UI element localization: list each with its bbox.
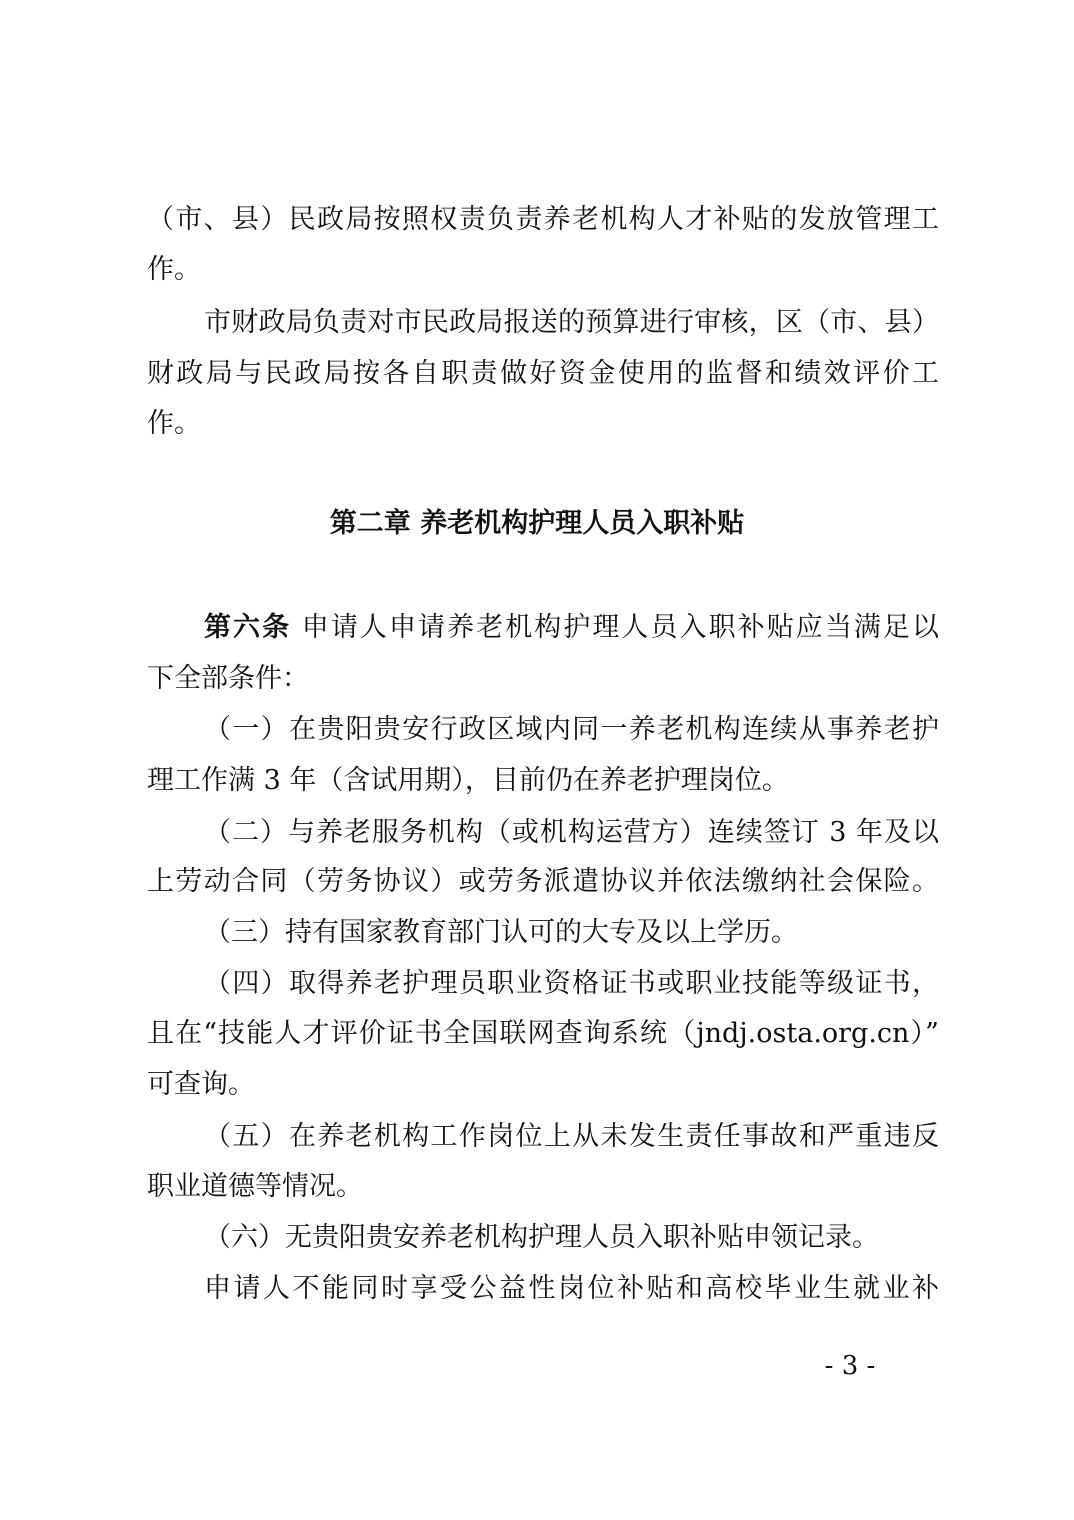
item5-line2: 职业道德等情况。: [147, 1171, 363, 1202]
para-last-line1: 申请人不能同时享受公益性岗位补贴和高校毕业生就业补: [204, 1273, 939, 1304]
chapter-title: 第二章 养老机构护理人员入职补贴: [329, 508, 745, 539]
item4-line2: 且在“技能人才评价证书全国联网查询系统（jndj.osta.org.cn）”: [147, 1018, 939, 1049]
article6-label: 第六条: [204, 612, 292, 643]
para1-line2: 作。: [147, 254, 201, 285]
item4-line3: 可查询。: [147, 1069, 255, 1100]
article6-line1-text: 申请人申请养老机构护理人员入职补贴应当满足以: [291, 612, 939, 643]
page-number: - 3 -: [824, 1351, 876, 1381]
item1-line2: 理工作满 3 年（含试用期），目前仍在养老护理岗位。: [147, 765, 789, 796]
item6-line1: （六）无贵阳贵安养老机构护理人员入职补贴申领记录。: [204, 1222, 879, 1253]
article6-line2: 下全部条件：: [147, 663, 309, 694]
para2-line3: 作。: [147, 408, 201, 439]
item5-line1: （五）在养老机构工作岗位上从未发生责任事故和严重违反: [204, 1121, 939, 1152]
article6-line1: [204, 608, 939, 648]
item3-line1: （三）持有国家教育部门认可的大专及以上学历。: [204, 917, 798, 948]
item2-line2: 上劳动合同（劳务协议）或劳务派遣协议并依法缴纳社会保险。: [147, 866, 939, 897]
item1-line1: （一）在贵阳贵安行政区域内同一养老机构连续从事养老护: [204, 714, 939, 745]
para1-line1: （市、县）民政局按照权责负责养老机构人才补贴的发放管理工: [147, 204, 939, 235]
item4-line1: （四）取得养老护理员职业资格证书或职业技能等级证书，: [204, 968, 939, 999]
item2-line1: （二）与养老服务机构（或机构运营方）连续签订 3 年及以: [204, 817, 939, 848]
para2-line1: 市财政局负责对市民政局报送的预算进行审核，区（市、县）: [204, 307, 939, 338]
para2-line2: 财政局与民政局按各自职责做好资金使用的监督和绩效评价工: [147, 358, 939, 389]
